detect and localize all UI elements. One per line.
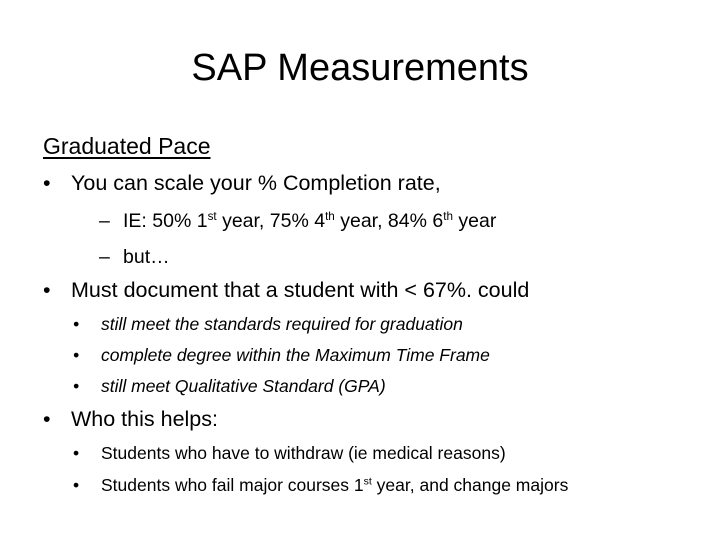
ie-text-d: year (452, 210, 497, 232)
slide-title: SAP Measurements (191, 47, 529, 89)
sub-bullet-change-majors (73, 472, 568, 498)
bullet-icon: • (73, 475, 80, 495)
bullet-text: You can scale your % Completion rate, (71, 171, 441, 195)
ie-text-a: IE: 50% 1 (123, 210, 208, 232)
sub-bullet-withdraw (73, 440, 506, 466)
bullet-text: Who this helps: (71, 407, 218, 431)
bullet-icon: • (43, 407, 51, 431)
sub-bullet-text-b: year, and change majors (371, 475, 569, 495)
sub-bullet-standards (73, 311, 463, 337)
but-text: but… (123, 246, 170, 268)
sub-bullet-text: still meet Qualitative Standard (GPA) (101, 376, 386, 396)
bullet-scale-completion (43, 168, 441, 198)
bullet-icon: • (43, 171, 51, 195)
sub-bullet-max-time-frame (73, 342, 490, 368)
ie-sup-c: th (443, 209, 453, 223)
dash-icon: – (99, 210, 110, 232)
bullet-text: Must document that a student with < 67%. could (71, 278, 530, 302)
sub-bullet-text: complete degree within the Maximum Time Frame (101, 345, 490, 365)
ie-sup-a: st (207, 209, 217, 223)
bullet-icon: • (73, 345, 80, 365)
bullet-icon: • (73, 314, 80, 334)
bullet-icon: • (43, 278, 51, 302)
sub-item-ie (99, 207, 496, 235)
sub-bullet-text: still meet the standards required for graduation (101, 314, 463, 334)
ie-sup-b: th (325, 209, 335, 223)
bullet-icon: • (73, 443, 80, 463)
ie-text-b: year, 75% 4 (216, 210, 326, 232)
section-heading: Graduated Pace (43, 133, 211, 159)
dash-icon: – (99, 246, 110, 268)
ie-text-c: year, 84% 6 (334, 210, 444, 232)
bullet-must-document (43, 275, 529, 305)
bullet-who-this-helps (43, 404, 218, 434)
sub-item-but (99, 243, 170, 271)
sub-bullet-text-a: Students who fail major courses 1 (101, 475, 364, 495)
sub-bullet-sup: st (363, 475, 372, 488)
sub-bullet-text: Students who have to withdraw (ie medical reasons) (101, 443, 506, 463)
bullet-icon: • (73, 376, 80, 396)
sub-bullet-qualitative (73, 373, 386, 399)
